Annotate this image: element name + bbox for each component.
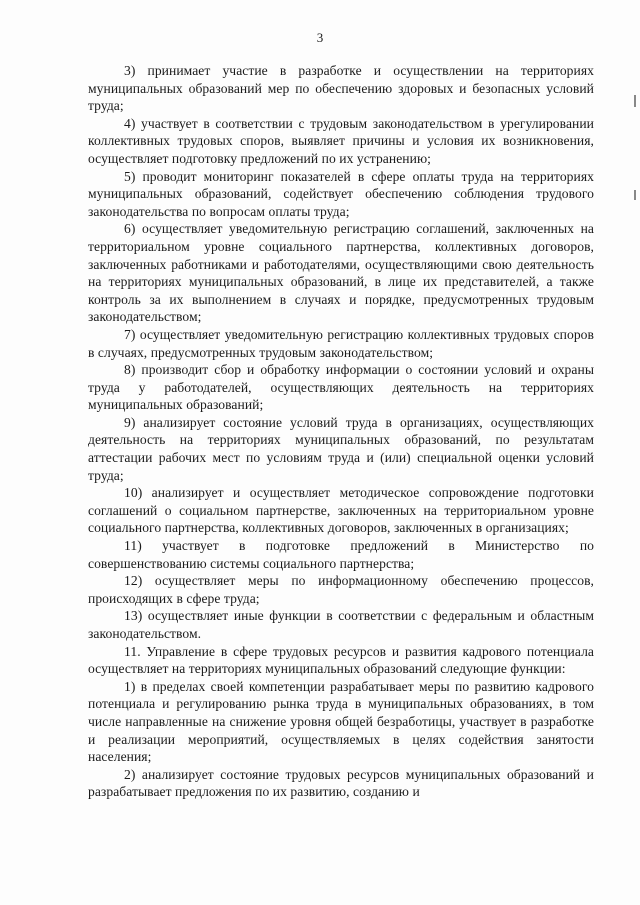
paragraph-item-12: 12) осуществляет меры по информационному обеспечению процессов, происходящих в сфере труда; xyxy=(88,573,594,606)
page-number: 3 xyxy=(316,30,324,45)
paragraph-item-4: 4) участвует в соответствии с трудовым законодательством в урегулировании коллективных трудовых споров, выявляет причины и условия их возникновения, осуществляет подготовку предложений по их устранению; xyxy=(88,115,594,166)
paragraph-item-11: 11) участвует в подготовке предложений в Министерство по совершенствованию системы социального партнерства; xyxy=(88,538,594,571)
paragraph-item-7: 7) осуществляет уведомительную регистрацию коллективных трудовых споров в случаях, предусмотренных трудовым законодательством; xyxy=(88,326,594,360)
scan-edge-mark xyxy=(634,190,636,200)
paragraph-item-13: 13) осуществляет иные функции в соответствии с федеральным и областным законодательством. xyxy=(88,608,594,641)
document-body xyxy=(88,62,594,801)
paragraph-item-8: 8) производит сбор и обработку информации о состоянии условий и охраны труда у работодателей, осуществляющих деятельность на территориях муниципальных образований; xyxy=(88,362,594,413)
paragraph-item-9: 9) анализирует состояние условий труда в организациях, осуществляющих деятельность на территориях муниципальных образований, по результатам аттестации рабочих мест по условиям труда и (или) специальной оценки условий труда; xyxy=(88,414,594,483)
scan-edge-mark xyxy=(634,95,636,107)
paragraph-subitem-1: 1) в пределах своей компетенции разрабатывает меры по развитию кадрового потенциала и регулированию рынка труда в муниципальных образованиях, в том числе направленные на снижение уровня общей безработицы, участвует в разработке и реализации мероприятий, осуществляемых в целях содействия занятости населения; xyxy=(88,678,594,765)
paragraph-item-3: 3) принимает участие в разработке и осуществлении на территориях муниципальных образований мер по обеспечению здоровых и безопасных условий труда; xyxy=(88,63,594,114)
section-11-heading-paragraph: 11. Управление в сфере трудовых ресурсов и развития кадрового потенциала осуществляет на территориях муниципальных образований следующие функции: xyxy=(88,643,594,677)
paragraph-item-6: 6) осуществляет уведомительную регистрацию соглашений, заключенных на территориальном уровне социального партнерства, коллективных договоров, заключенных работниками и работодателями, осуществляющими свою деятельность на территориях муниципальных образований, в лице их представителей, а также контроль за их выполнением в случаях и порядке, предусмотренных трудовым законодательством; xyxy=(88,221,594,325)
paragraph-subitem-2: 2) анализирует состояние трудовых ресурсов муниципальных образований и разрабатывает предложения по их развитию, созданию и xyxy=(88,766,594,800)
paragraph-item-10: 10) анализирует и осуществляет методическое сопровождение подготовки соглашений о социальном партнерстве, заключенных на территориальном уровне социального партнерства, коллективных договоров, заключенных в организациях; xyxy=(88,485,594,536)
paragraph-item-5: 5) проводит мониторинг показателей в сфере оплаты труда на территориях муниципальных образований, содействует обеспечению соблюдения трудового законодательства по вопросам оплаты труда; xyxy=(88,168,594,219)
